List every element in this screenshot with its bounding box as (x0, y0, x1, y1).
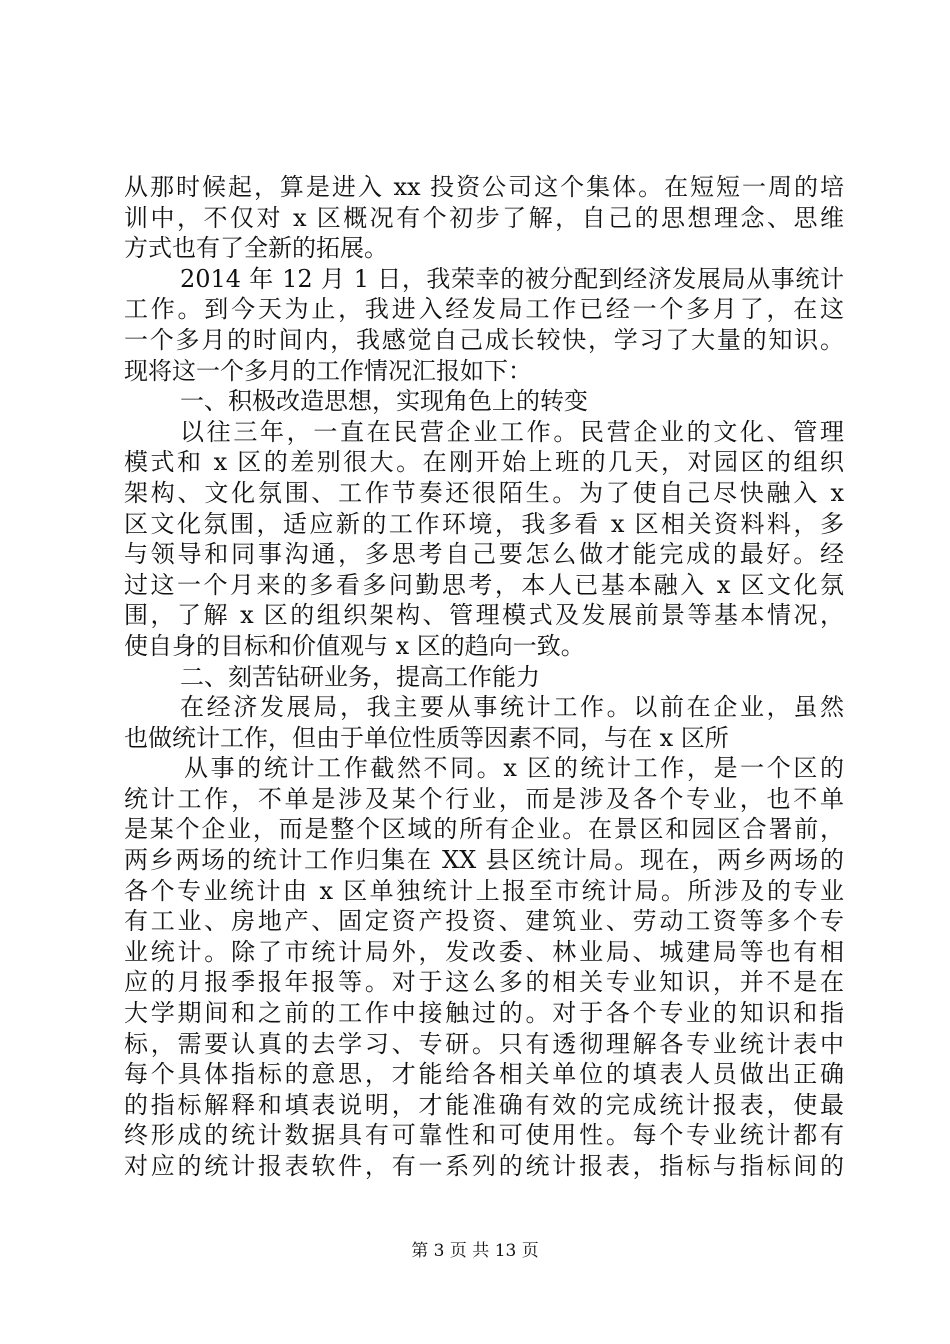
text-line: 是某个企业，而是整个区域的所有企业。在景区和园区合署前， (124, 815, 844, 844)
text-line: 终形成的统计数据具有可靠性和可使用性。每个专业统计都有 (124, 1121, 844, 1150)
text-line: 区文化氛围，适应新的工作环境，我多看 x 区相关资料料，多 (124, 509, 844, 538)
text-line: 围，了解 x 区的组织架构、管理模式及发展前景等基本情况， (124, 601, 844, 630)
text-line: 统计工作，不单是涉及某个行业，而是涉及各个专业，也不单 (124, 784, 844, 813)
text-line: 现将这一个多月的工作情况汇报如下： (124, 356, 532, 385)
text-line: 训中，不仅对 x 区概况有个初步了解，自己的思想理念、思维 (124, 203, 844, 232)
text-line: 与领导和同事沟通，多思考自己要怎么做才能完成的最好。经 (124, 540, 844, 569)
text-line: 一个多月的时间内，我感觉自己成长较快，学习了大量的知识。 (124, 325, 844, 354)
text-line: 使自身的目标和价值观与 x 区的趋向一致。 (124, 631, 585, 660)
text-line: 模式和 x 区的差别很大。在刚开始上班的几天，对园区的组织 (124, 448, 844, 477)
text-line: 标，需要认真的去学习、专研。只有透彻理解各专业统计表中 (124, 1029, 844, 1058)
text-line: 以往三年，一直在民营企业工作。民营企业的文化、管理 (180, 417, 844, 446)
section-heading: 二、刻苦钻研业务，提高工作能力 (180, 662, 540, 691)
text-line: 大学期间和之前的工作中接触过的。对于各个专业的知识和指 (124, 999, 844, 1028)
text-line: 工作。到今天为止，我进入经发局工作已经一个多月了，在这 (124, 295, 844, 324)
text-line: 在经济发展局，我主要从事统计工作。以前在企业，虽然 (180, 693, 844, 722)
text-line: 各个专业统计由 x 区单独统计上报至市统计局。所涉及的专业 (124, 876, 844, 905)
section-heading: 一、积极改造思想，实现角色上的转变 (180, 387, 588, 416)
text-line: 从那时候起，算是进入 xx 投资公司这个集体。在短短一周的培 (124, 173, 844, 201)
text-line: 每个具体指标的意思，才能给各相关单位的填表人员做出正确 (124, 1060, 844, 1089)
text-line: 应的月报季报年报等。对于这么多的相关专业知识，并不是在 (124, 968, 844, 997)
text-line: 的指标解释和填表说明，才能准确有效的完成统计报表，使最 (124, 1090, 844, 1119)
body-text (124, 172, 844, 1182)
page-number-footer: 第 3 页 共 13 页 (411, 1241, 539, 1261)
text-line: 架构、文化氛围、工作节奏还很陌生。为了使自己尽快融入 x (124, 478, 844, 507)
text-line: 方式也有了全新的拓展。 (124, 234, 388, 263)
text-line: 对应的统计报表软件，有一系列的统计报表，指标与指标间的 (124, 1152, 844, 1180)
text-line: 2014 年 12 月 1 日，我荣幸的被分配到经济发展局从事统计 (180, 264, 844, 293)
text-line: 过这一个月来的多看多问勤思考，本人已基本融入 x 区文化氛 (124, 570, 844, 599)
text-line: 业统计。除了市统计局外，发改委、林业局、城建局等也有相 (124, 937, 844, 966)
text-line: 从事的统计工作截然不同。x 区的统计工作，是一个区的 (184, 754, 844, 783)
text-line: 有工业、房地产、固定资产投资、建筑业、劳动工资等多个专 (124, 907, 844, 936)
text-line: 也做统计工作，但由于单位性质等因素不同，与在 x 区所 (124, 723, 729, 752)
text-line: 两乡两场的统计工作归集在 XX 县区统计局。现在，两乡两场的 (124, 846, 844, 875)
